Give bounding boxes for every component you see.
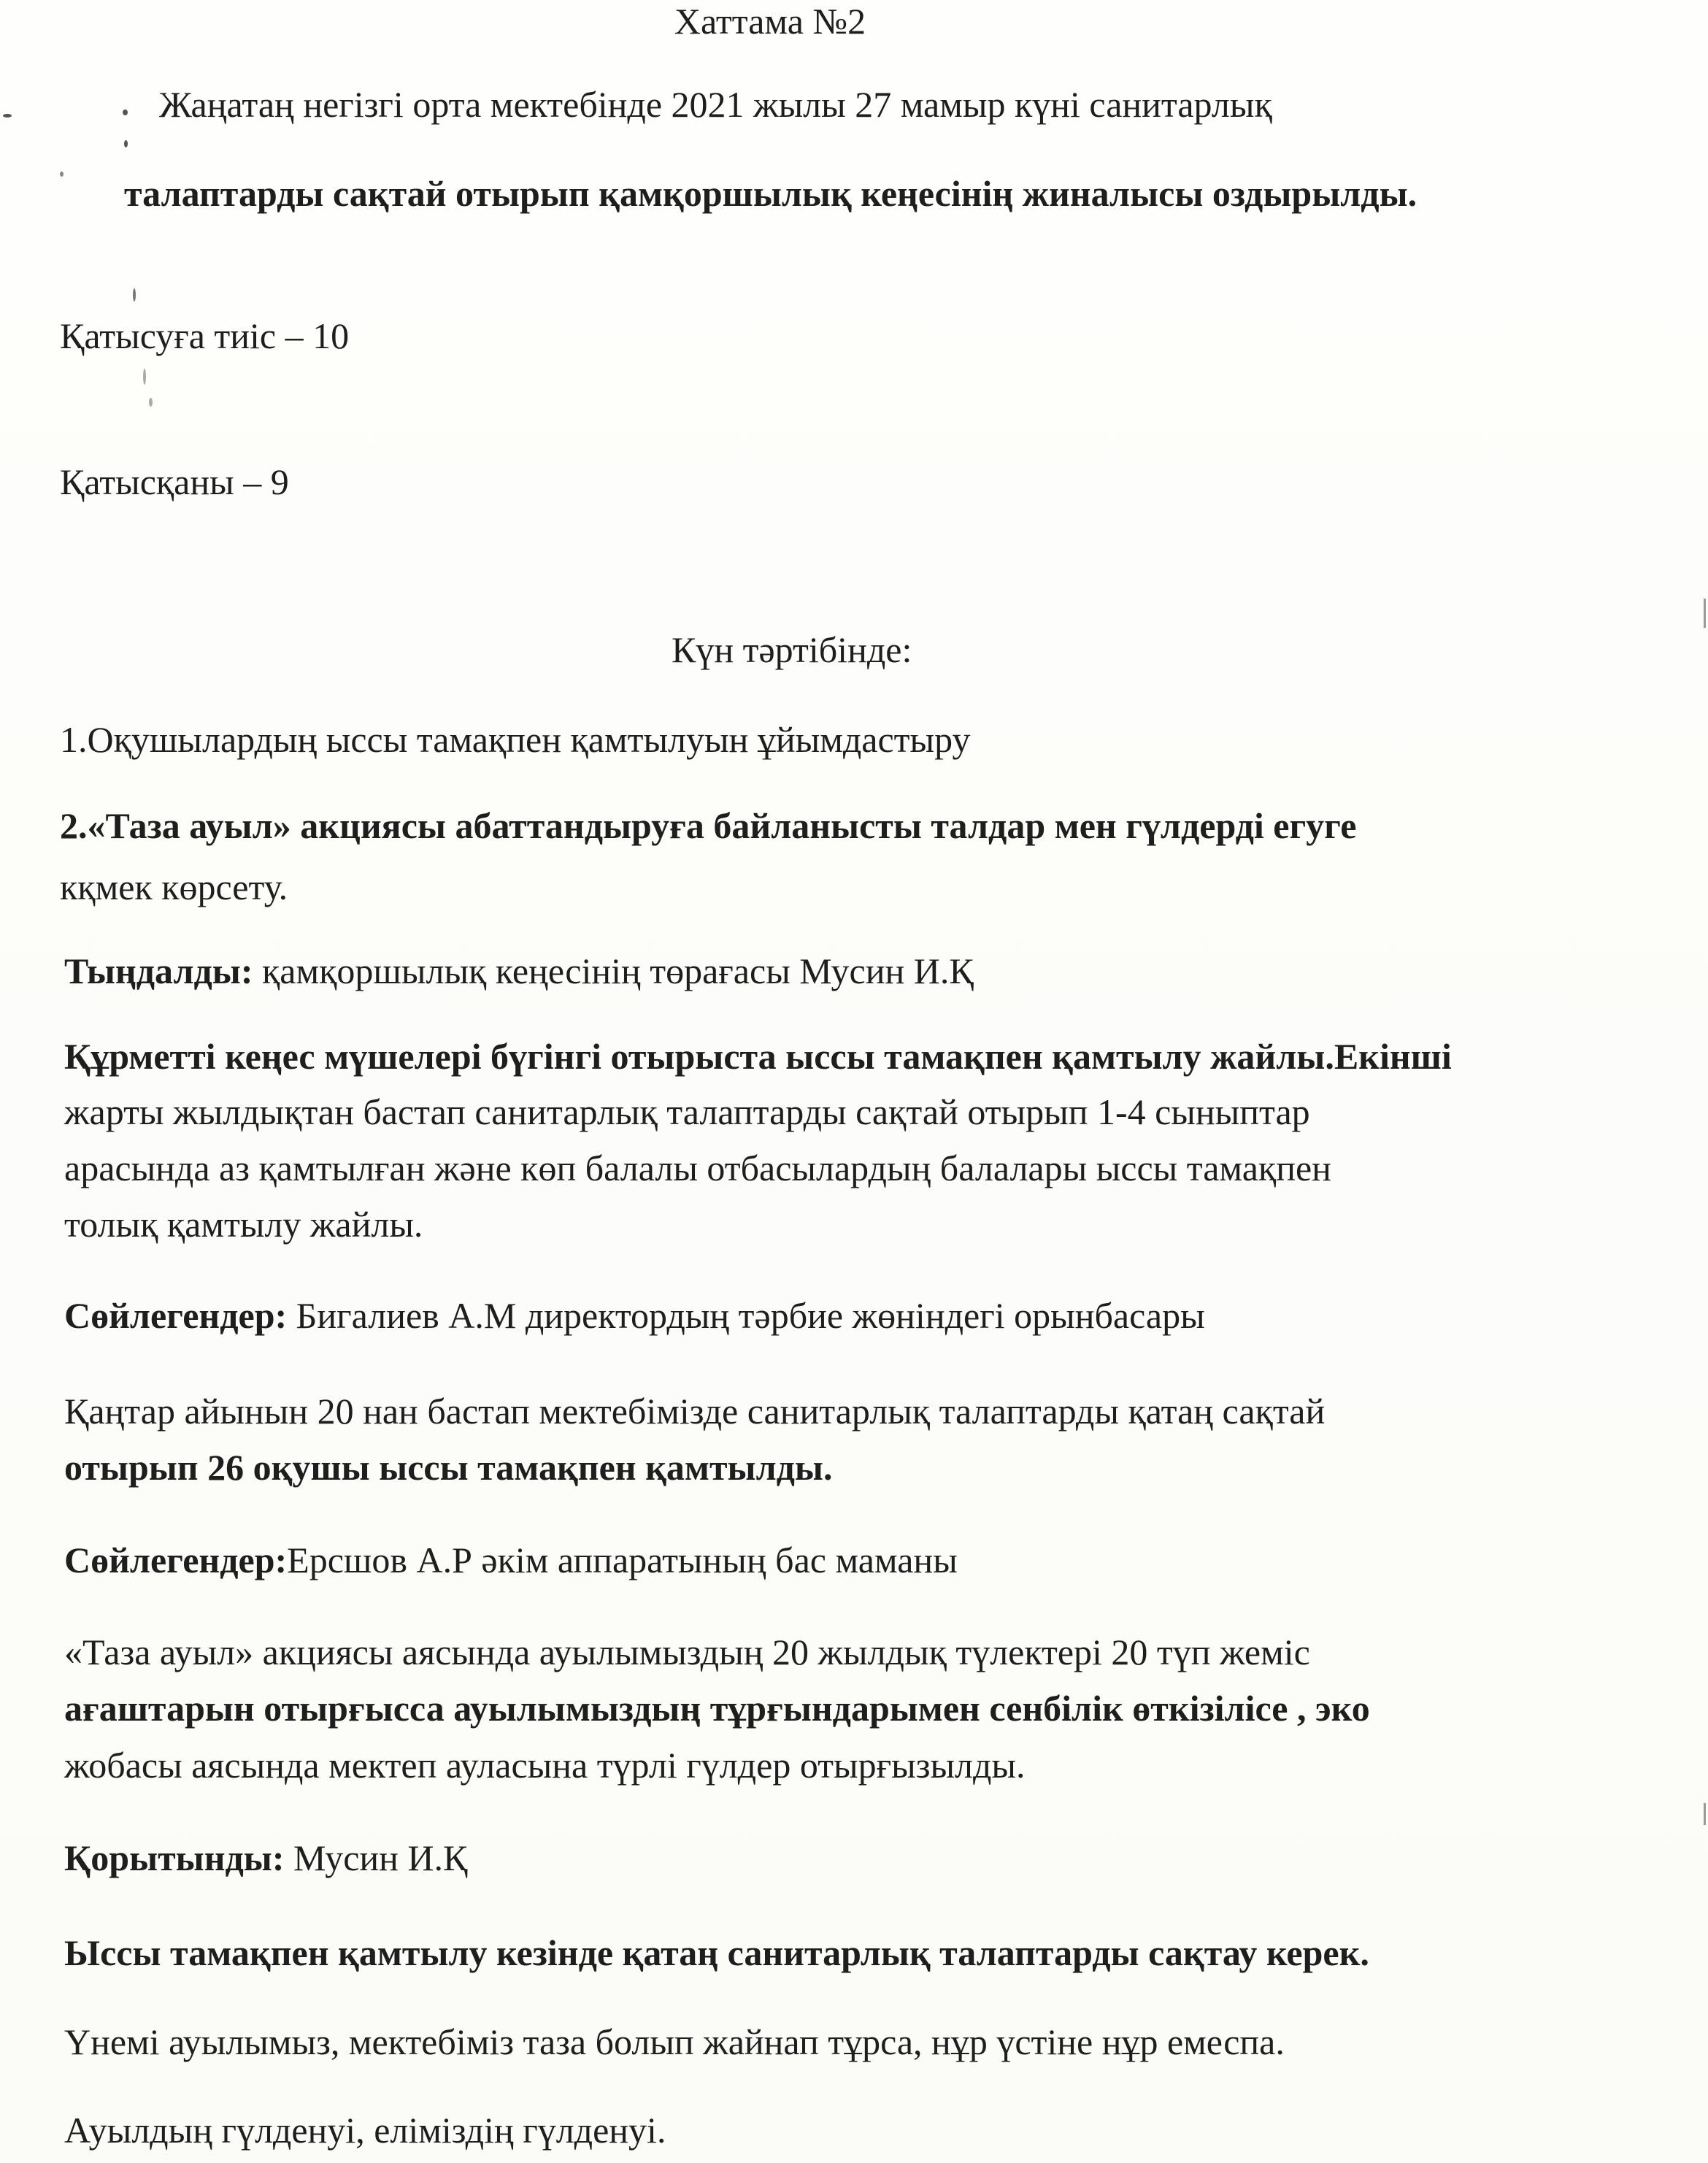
speaker1-label: Сөйлегендер:: [64, 1295, 288, 1336]
scan-speck: [149, 398, 153, 407]
heard-text-line-1: Құрметті кеңес мүшелері бүгінгі отырыста ыссы тамақпен қамтылу жайлы.Екінші: [64, 1036, 1452, 1077]
scan-speck: [123, 110, 128, 115]
speaker2-heading: [64, 1542, 958, 1578]
attendance-present: Қатысқаны – 9: [60, 461, 289, 502]
scan-edge-mark: [1704, 599, 1706, 628]
speaker1-text-line-1: Қаңтар айынын 20 нан бастап мектебімізде санитарлық талаптарды қатаң сақтай: [64, 1391, 1326, 1432]
agenda-heading: Күн тәртібінде:: [672, 629, 912, 670]
speaker1-heading: [64, 1297, 1205, 1334]
agenda-item-2-line-2: кқмек көрсету.: [60, 867, 288, 907]
scan-speck: [133, 288, 136, 301]
speaker2-text-line-1: «Таза ауыл» акциясы аясында ауылымыздың 20 жылдық түлектері 20 түп жеміс: [64, 1632, 1310, 1672]
heard-speaker: қамқоршылық кеңесінің төрағасы Мусин И.Қ: [253, 950, 974, 991]
speaker2-text-line-3: жобасы аясында мектеп ауласына түрлі гүлдер отырғызылды.: [64, 1745, 1026, 1786]
conclusion-text-line-2: Үнемі ауылымыз, мектебіміз таза болып жайнап тұрса, нұр үстіне нұр емеспа.: [64, 2021, 1285, 2062]
document-title: Хаттама №2: [674, 1, 866, 42]
scan-speck: [3, 114, 12, 118]
conclusion-name: Мусин И.Қ: [284, 1837, 468, 1878]
scan-edge-mark: [1704, 1803, 1706, 1825]
heard-label: Тыңдалды:: [64, 950, 253, 991]
conclusion-text-line-3: Ауылдың гүлденуі, еліміздің гүлденуі.: [64, 2110, 666, 2151]
conclusion-heading: [64, 1837, 468, 1878]
speaker2-name: Ерсшов А.Р әкім аппаратының бас маманы: [287, 1540, 958, 1580]
conclusion-label: Қорытынды:: [64, 1837, 285, 1878]
speaker1-text-line-2: отырып 26 оқушы ыссы тамақпен қамтылды.: [64, 1447, 833, 1488]
speaker1-name: Бигалиев А.М директордың тәрбие жөніндегі орынбасары: [287, 1295, 1205, 1336]
speaker2-label: Сөйлегендер:: [64, 1540, 288, 1580]
intro-line-2: талаптарды сақтай отырып қамқоршылық кеңесінің жиналысы оздырылды.: [124, 173, 1417, 214]
agenda-item-1: 1.Оқушылардың ыссы тамақпен қамтылуын ұйымдастыру: [60, 719, 971, 760]
scan-speck: [60, 172, 64, 177]
intro-line-1: Жаңатаң негізгі орта мектебінде 2021 жылы 27 мамыр күні санитарлық: [159, 84, 1272, 125]
heard-text-line-4: толық қамтылу жайлы.: [64, 1204, 423, 1245]
scan-speck: [143, 369, 146, 385]
heard-text-line-3: арасында аз қамтылған және көп балалы отбасылардың балалары ыссы тамақпен: [64, 1148, 1331, 1188]
agenda-item-2-line-1: 2.«Таза ауыл» акциясы абаттандыруға байланысты талдар мен гүлдерді егуге: [60, 805, 1357, 846]
scan-speck: [124, 140, 128, 147]
heard-heading: [64, 950, 974, 991]
heard-text-line-2: жарты жылдықтан бастап санитарлық талаптарды сақтай отырып 1-4 сыныптар: [64, 1091, 1310, 1132]
conclusion-text-line-1: Ыссы тамақпен қамтылу кезінде қатаң санитарлық талаптарды сақтау керек.: [64, 1932, 1369, 1973]
speaker2-text-line-2: ағаштарын отырғысса ауылымыздың тұрғындарымен сенбілік өткізілісе , эко: [64, 1688, 1370, 1729]
attendance-expected: Қатысуға тиіс – 10: [60, 315, 350, 356]
